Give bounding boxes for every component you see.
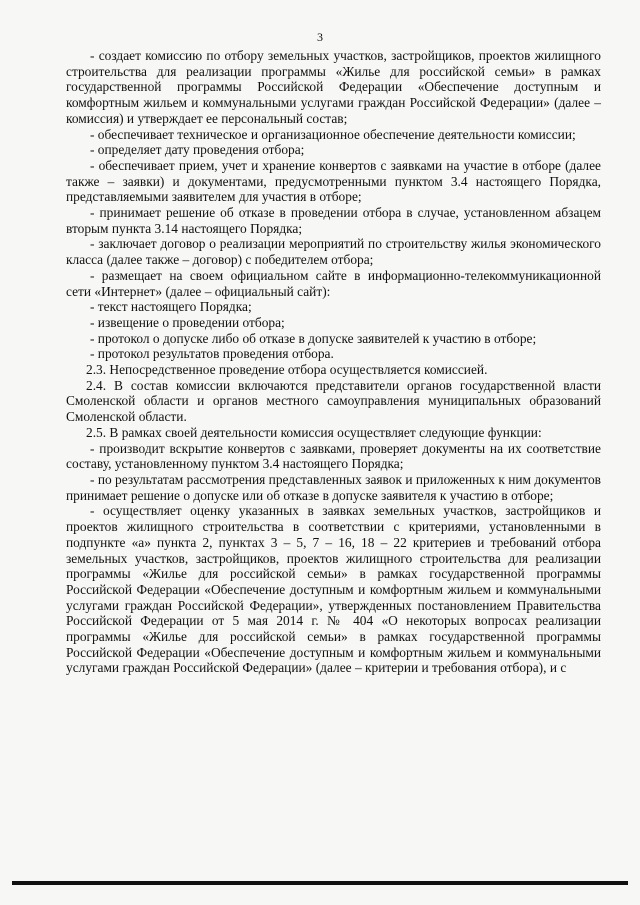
bottom-rule bbox=[12, 881, 628, 885]
paragraph-admission-decision: - по результатам рассмотрения представленных заявок и приложенных к ним документов принимает решение о допуске или об отказе в допуске заявителя к участию в отборе; bbox=[66, 471, 601, 503]
paragraph-determine-date: - определяет дату проведения отбора; bbox=[90, 142, 305, 158]
paragraph-evaluation: - осуществляет оценку указанных в заявках земельных участков, застройщиков и проектов жилищного строительства в соответствии с критериями, установленными в подпункте «а» пункта 2, пунктах 3 – 5, 7 – 16, 18 – 22 критериев и требований отбора земельных участков, застройщиков, проектов жилищного строительства для реализации программы «Жилье для российской семьи» в рамках государственной программы Российской Федерации «Обеспечение доступным и комфортным жильем и коммунальными услугами граждан Российской Федерации», утвержденных постановлением Правительства Российской Федерации от 5 мая 2014 г. № 404 «О некоторых вопросах реализации программы «Жилье для российской семьи» в рамках государственной программы Российской Федерации «Обеспечение доступным и комфортным жильем и коммунальными услугами граждан Российской Федерации» (далее – критерии и требования отбора), и с bbox=[66, 503, 601, 676]
paragraph-open-envelopes: - производит вскрытие конвертов с заявками, проверяет документы на их соответствие составу, установленному пунктом 3.4 настоящего Порядка; bbox=[66, 440, 601, 472]
paragraph-2-3: 2.3. Непосредственное проведение отбора осуществляется комиссией. bbox=[86, 362, 488, 378]
paragraph-ensure-support: - обеспечивает техническое и организационное обеспечение деятельности комиссии; bbox=[90, 126, 576, 142]
paragraph-2-4: 2.4. В состав комиссии включаются представители органов государственной власти Смоленской области и органов местного самоуправления муниципальных образований Смоленской области. bbox=[66, 377, 601, 425]
paragraph-publish-results-protocol: - протокол результатов проведения отбора. bbox=[90, 346, 334, 362]
paragraph-conclude-contract: - заключает договор о реализации мероприятий по строительству жилья экономического класса (далее также – договор) с победителем отбора; bbox=[66, 236, 601, 268]
paragraph-publish-text: - текст настоящего Порядка; bbox=[90, 299, 252, 315]
paragraph-2-5: 2.5. В рамках своей деятельности комиссия осуществляет следующие функции: bbox=[86, 424, 542, 440]
paragraph-receive-envelopes: - обеспечивает прием, учет и хранение конвертов с заявками на участие в отборе (далее также – заявки) и документами, предусмотренными пунктом 3.4 настоящего Порядка, представляемыми заявителем для участия в отборе; bbox=[66, 157, 601, 205]
document-body bbox=[66, 48, 601, 676]
paragraph-publish-notice: - извещение о проведении отбора; bbox=[90, 314, 285, 330]
paragraph-publish-admission-protocol: - протокол о допуске либо об отказе в допуске заявителей к участию в отборе; bbox=[90, 330, 537, 346]
page-number: 3 bbox=[317, 30, 323, 44]
paragraph-create-commission: - создает комиссию по отбору земельных участков, застройщиков, проектов жилищного строительства для реализации программы «Жилье для российской семьи» в рамках государственной программы Российской Федерации «Обеспечение доступным и комфортным жильем и коммунальными услугами граждан Российской Федерации» (далее – комиссия) и утверждает ее персональный состав; bbox=[66, 48, 601, 126]
paragraph-publish-on-site: - размещает на своем официальном сайте в информационно-телекоммуникационной сети «Интернет» (далее – официальный сайт): bbox=[66, 267, 601, 299]
paragraph-refusal-decision: - принимает решение об отказе в проведении отбора в случае, установленном абзацем вторым пункта 3.14 настоящего Порядка; bbox=[66, 205, 601, 236]
